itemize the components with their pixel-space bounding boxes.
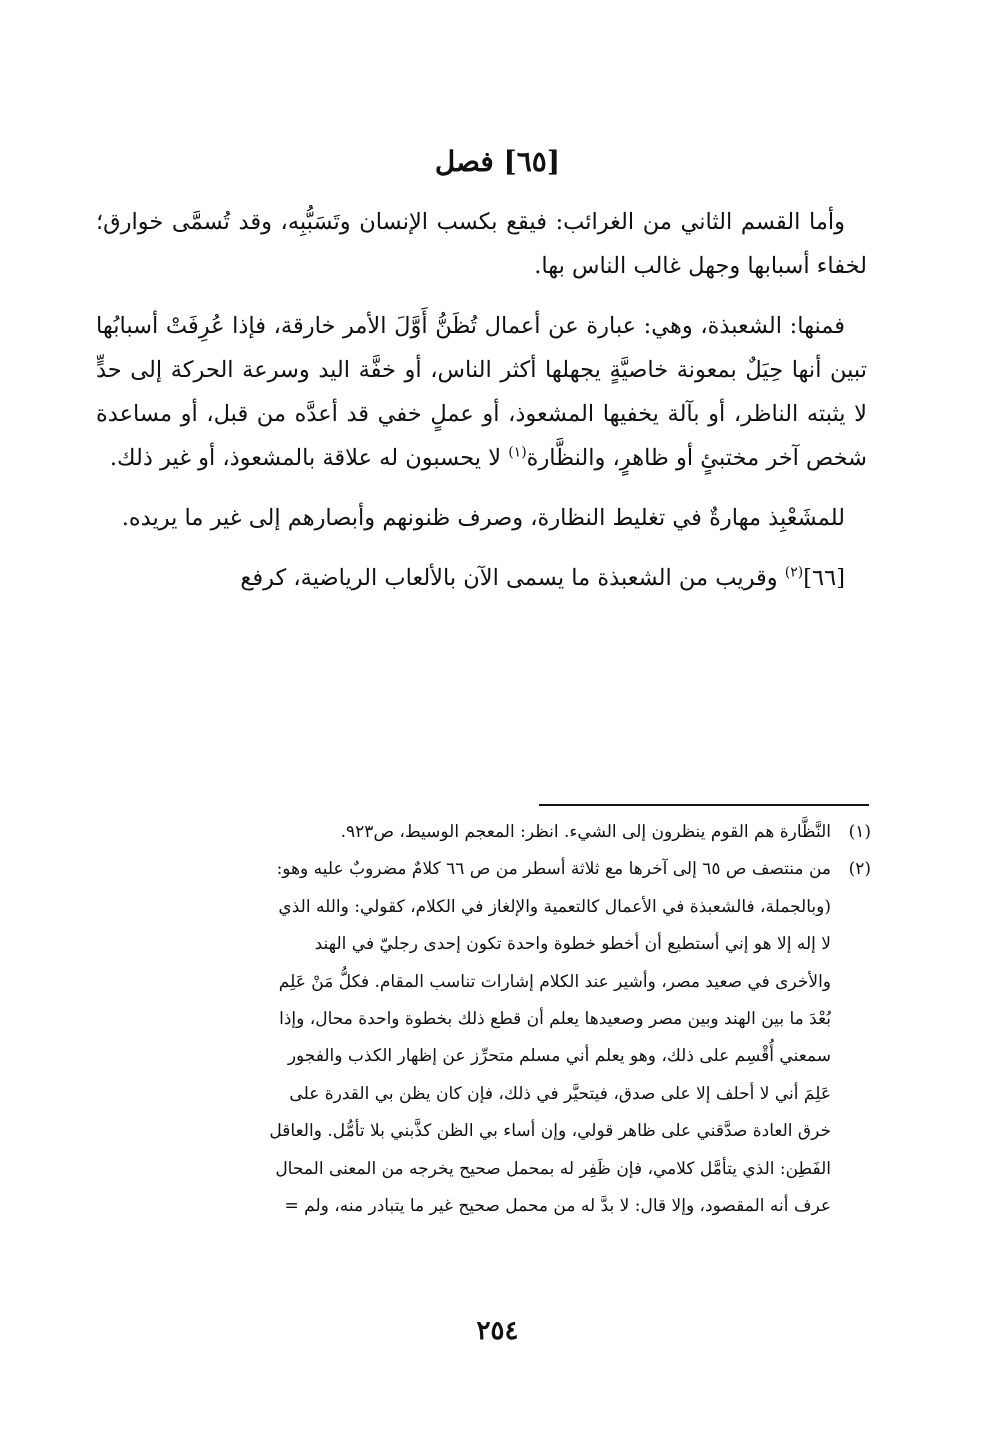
footnote-line: من منتصف ص ٦٥ إلى آخرها مع ثلاثة أسطر من ص ٦٦ كلامٌ مضروبٌ عليه وهو: [276,859,831,880]
footnote-line: خرق العادة صدَّقني على ظاهر قولي، وإن أساء بي الظن كذَّبني بلا تأمُّل. والعاقل [269,1121,831,1142]
footnote-ref-2: (٢) [784,564,804,581]
footnote-number: (١) [848,822,871,842]
footnote-ref-1: (١) [508,444,527,461]
footnote-line: سمعني أُقْسِم على ذلك، وهو يعلم أني مسلم متحرِّز عن إظهار الكذب والفجور [287,1046,831,1067]
footnote-line: والأخرى في صعيد مصر، وأشير عند الكلام إشارات تناسب المقام. فكلُّ مَنْ عَلِم [278,971,831,992]
footnote-line: عرف أنه المقصود، وإلا قال: لا بدَّ له من محمل صحيح غير ما يتبادر منه، ولم = [284,1196,831,1217]
footnote-1 [96,814,871,851]
footnote-separator [539,804,869,806]
footnote-line: (وبالجملة، فالشعبذة في الأعمال كالتعمية والإلغاز في الكلام، كقولي: والله الذي [278,896,831,917]
paragraph-4 [96,556,867,600]
footnote-number: (٢) [848,859,871,880]
page-marker: [٦٦] [803,565,845,591]
footnote-line: الفَطِن: الذي يتأمَّل كلامي، فإن ظَفِر له بمحمل صحيح يخرجه من المعنى المحال [275,1158,831,1179]
paragraph-2 [96,304,867,480]
paragraph-2-text: فمنها: الشعبذة، وهي: عبارة عن أعمال تُظَنُّ أَوَّلَ الأمر خارقة، فإذا عُرِفَتْ أسبابُها تبين أنها حِيَلٌ بمعونة خاصيَّةٍ يجهلها أكثر الناس، أو خفَّة اليد وسرعة الحركة إلى حدٍّ لا يثبته الناظر، أو بآلة يخفيها المشعوذ، أو عملٍ خفي قد أعدَّه من قبل، أو مساعدة شخص آخر مختبئٍ أو ظاهرٍ، والنظَّارة [96,313,867,471]
footnote-line: النَّظَّارة هم القوم ينظرون إلى الشيء. انظر: المعجم الوسيط، ص٩٢٣. [340,822,831,842]
paragraph-2-tail: لا يحسبون له علاقة بالمشعوذ، أو غير ذلك. [109,445,509,471]
footnote-line: لا إله إلا هو إني أستطيع أن أخطو خطوة واحدة تكون إحدى رجليّ في الهند [314,934,831,955]
paragraph-4-text: وقريب من الشعبذة ما يسمى الآن بالألعاب الرياضية، كرفع [240,565,785,591]
footnote-line: بُعْدَ ما بين الهند وبين مصر وصعيدها يعلم أن قطع ذلك بخطوة واحدة محال، وإذا [279,1009,831,1030]
page-number: ٢٥٤ [476,1316,519,1346]
section-heading: [٦٥] فصل [434,145,561,178]
main-text [96,200,867,616]
paragraph-1: وأما القسم الثاني من الغرائب: فيقع بكسب الإنسان وتَسَبُّبِه، وقد تُسمَّى خوارق؛ لخفاء أسبابها وجهل غالب الناس بها. [96,209,867,279]
footnotes [96,814,871,1225]
paragraph-3: للمشَعْبِذ مهارةٌ في تغليط النظارة، وصرف ظنونهم وأبصارهم إلى غير ما يريده. [121,505,845,531]
footnote-line: عَلِمَ أني لا أحلف إلا على صدق، فيتحيَّر في ذلك، فإن كان يظن بي القدرة على [289,1083,831,1104]
footnote-2 [96,851,871,1225]
